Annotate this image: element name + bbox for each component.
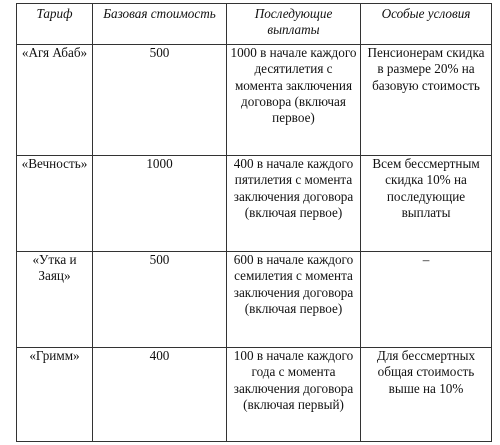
cell-special-conditions: – xyxy=(361,252,492,348)
table-row xyxy=(17,45,492,156)
cell-tariff: «Вечность» xyxy=(17,156,93,252)
cell-subsequent-payments: 400 в начале каждого пятилетия с момента заключения договора (включая первое) xyxy=(227,156,361,252)
header-subsequent-payments: Последующие выплаты xyxy=(227,4,361,45)
cell-subsequent-payments: 100 в начале каждого года с момента заключения договора (включая первый) xyxy=(227,348,361,442)
table-row xyxy=(17,252,492,348)
cell-tariff: «Гримм» xyxy=(17,348,93,442)
cell-subsequent-payments: 600 в начале каждого семилетия с момента заключения договора (включая первое) xyxy=(227,252,361,348)
cell-tariff: «Утка и Заяц» xyxy=(17,252,93,348)
header-tariff: Тариф xyxy=(17,4,93,45)
header-special-conditions: Особые условия xyxy=(361,4,492,45)
cell-base-cost: 500 xyxy=(93,45,227,156)
table-body xyxy=(17,45,492,442)
cell-special-conditions: Для бессмертных общая стоимость выше на 10% xyxy=(361,348,492,442)
header-row xyxy=(17,4,492,45)
cell-special-conditions: Пенсионерам скидка в размере 20% на базовую стоимость xyxy=(361,45,492,156)
cell-subsequent-payments: 1000 в начале каждого десятилетия с момента заключения договора (включая первое) xyxy=(227,45,361,156)
cell-tariff: «Агя Абаб» xyxy=(17,45,93,156)
header-base-cost: Базовая стоимость xyxy=(93,4,227,45)
table-header xyxy=(17,4,492,45)
cell-base-cost: 1000 xyxy=(93,156,227,252)
cell-base-cost: 400 xyxy=(93,348,227,442)
table-row xyxy=(17,156,492,252)
cell-special-conditions: Всем бессмертным скидка 10% на последующие выплаты xyxy=(361,156,492,252)
cell-base-cost: 500 xyxy=(93,252,227,348)
table-row xyxy=(17,348,492,442)
tariff-table xyxy=(16,3,492,442)
